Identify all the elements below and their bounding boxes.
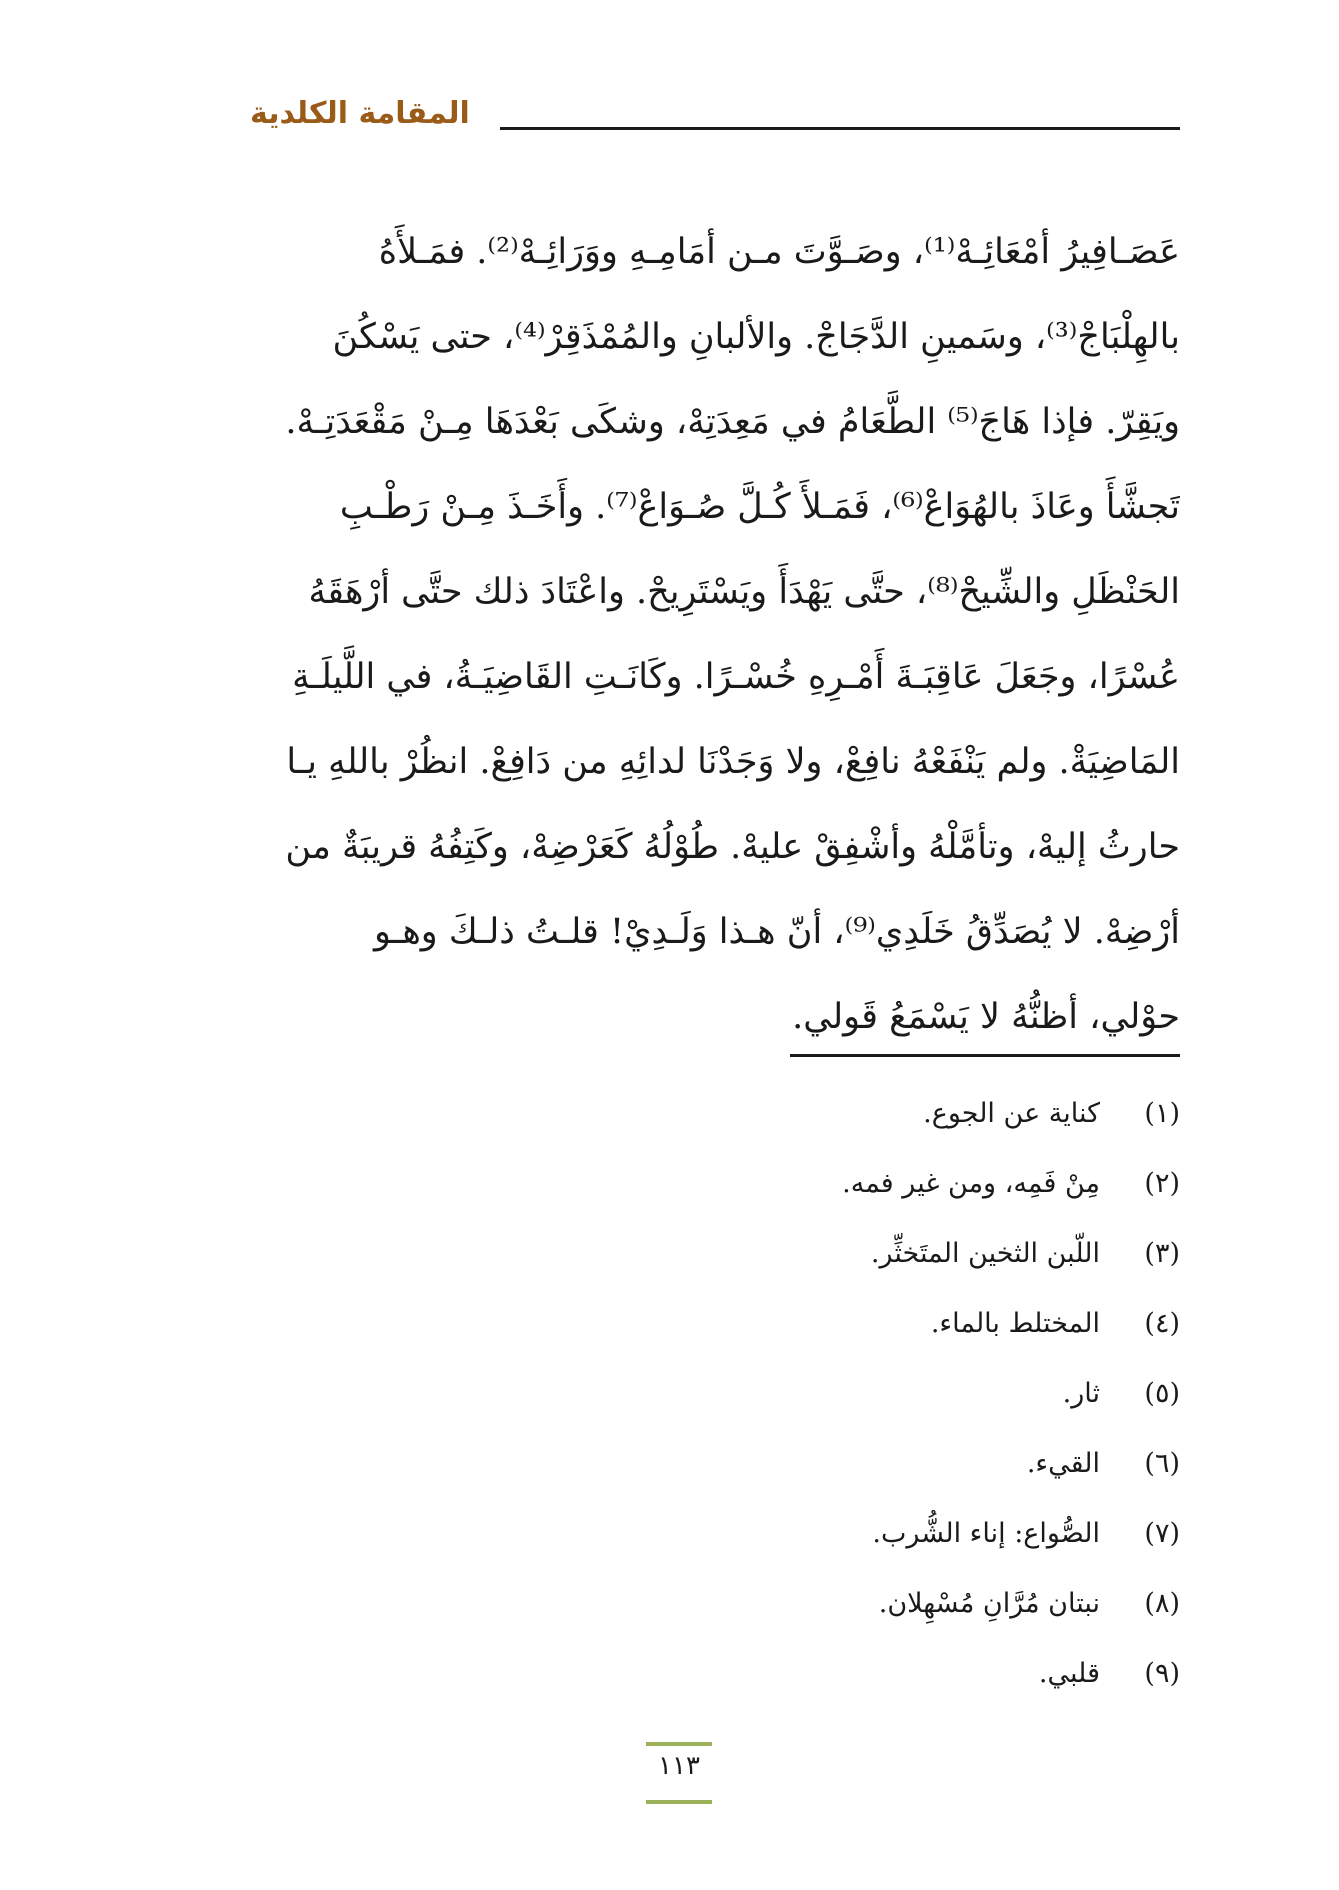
footnote-number: (٩) xyxy=(1144,1658,1180,1689)
footnote-number: (١) xyxy=(1144,1098,1180,1129)
footnote-text: المختلط بالماء. xyxy=(930,1308,1100,1339)
body-line: الحَنْظَلِ والشِّيحْ⁽⁸⁾، حتَّى يَهْدَأَ ويَسْتَرِيحْ. واعْتَادَ ذلك حتَّى أرْهَقَهُ xyxy=(308,572,1180,612)
footnote-text: القيء. xyxy=(1026,1448,1100,1479)
body-line: عُسْرًا، وجَعَلَ عَاقِبَـةَ أَمْـرِهِ خُسْـرًا. وكَانَـتِ القَاضِيَـةُ، في اللَّيلَـةِ xyxy=(292,657,1180,697)
body-line: بالهِلْبَاجْ⁽³⁾، وسَمينِ الدَّجَاجْ. والألبانِ والمُمْذَقِرْ⁽⁴⁾، حتى يَسْكُنَ xyxy=(332,317,1180,357)
footnote-text: قلبي. xyxy=(1038,1658,1100,1689)
footnote-text: الصُّواع: إناء الشُّرب. xyxy=(872,1518,1100,1549)
body-line: ويَقِرّ. فإذا هَاجَ⁽⁵⁾ الطَّعَامُ في مَعِدَتِهْ، وشكَى بَعْدَهَا مِـنْ مَقْعَدَتِـهْ. xyxy=(285,402,1180,442)
footnotes-list xyxy=(700,1094,1180,1724)
footnote-item xyxy=(700,1654,1180,1724)
page-number-top-rule xyxy=(646,1742,712,1746)
footnote-item xyxy=(700,1234,1180,1304)
page-number-bottom-rule xyxy=(646,1800,712,1804)
page-number: ١١٣ xyxy=(658,1751,700,1781)
footnote-text: نبتان مُرَّانِ مُسْهِلان. xyxy=(878,1588,1100,1619)
footnote-item xyxy=(700,1584,1180,1654)
footnote-number: (٤) xyxy=(1144,1308,1180,1339)
footnote-text: مِنْ فَمِه، ومن غير فمه. xyxy=(842,1168,1100,1199)
footnote-number: (٦) xyxy=(1144,1448,1180,1479)
footnote-number: (٣) xyxy=(1144,1238,1180,1269)
footnote-number: (٥) xyxy=(1144,1378,1180,1409)
body-line: حوْلي، أظنُّهُ لا يَسْمَعُ قَولي. xyxy=(792,997,1180,1037)
footnote-item xyxy=(700,1444,1180,1514)
footnote-item xyxy=(700,1094,1180,1164)
header-divider xyxy=(500,127,1180,130)
footnote-item xyxy=(700,1514,1180,1584)
body-line: المَاضِيَةْ. ولم يَنْفَعْهُ نافِعْ، ولا وَجَدْنَا لدائِهِ من دَافِعْ. انظُرْ باللهِ يـا xyxy=(286,742,1180,782)
footnote-item xyxy=(700,1304,1180,1374)
footnote-text: ثار. xyxy=(1062,1378,1100,1409)
page-header-title: المقامة الكلدية xyxy=(250,96,470,131)
footnote-number: (٧) xyxy=(1144,1518,1180,1549)
footnote-number: (٢) xyxy=(1144,1168,1180,1199)
footnote-item xyxy=(700,1374,1180,1444)
body-paragraph xyxy=(250,210,1180,1060)
footnote-text: اللّبن الثخين المتَخثِّر. xyxy=(870,1238,1100,1269)
body-line: عَصَـافِيرُ أمْعَائِـهْ⁽¹⁾، وصَـوَّتَ مـن أمَامِـهِ ووَرَائِـهْ⁽²⁾. فمَـلأَهُ xyxy=(378,232,1180,272)
footnote-number: (٨) xyxy=(1144,1588,1180,1619)
footnote-item xyxy=(700,1164,1180,1234)
footnote-divider xyxy=(790,1054,1180,1057)
footnote-text: كناية عن الجوع. xyxy=(923,1098,1100,1129)
body-line: أرْضِهْ. لا يُصَدِّقُ خَلَدِي⁽⁹⁾، أنّ هـذا وَلَـدِيْ! قلـتُ ذلـكَ وهـو xyxy=(374,912,1180,952)
body-line: حارثُ إليهْ، وتأمَّلْهُ وأشْفِقْ عليهْ. طُوْلُهُ كَعَرْضِهْ، وكَتِفُهُ قريبَةٌ من xyxy=(285,827,1180,867)
body-line: تَجشَّأَ وعَاذَ بالهُوَاعْ⁽⁶⁾، فَمَـلأَ كُـلَّ صُـوَاعْ⁽⁷⁾. وأَخَـذَ مِـنْ رَطْـبِ xyxy=(339,487,1180,527)
